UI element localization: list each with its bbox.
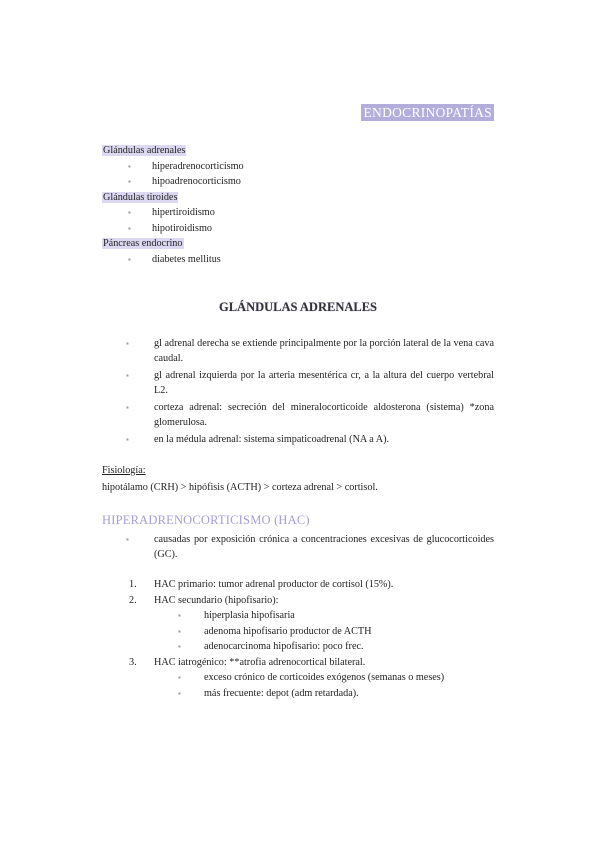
document-title: ENDOCRINOPATÍAS — [363, 105, 492, 120]
item-number: 3. — [129, 656, 137, 668]
list-item — [126, 400, 494, 430]
adrenal-bullet-list — [126, 336, 494, 449]
topic-item-text: hipoadrenocorticismo — [152, 176, 241, 187]
numbered-item-text: HAC primario: tumor adrenal productor de cortisol (15%). — [154, 579, 394, 590]
numbered-item-text: HAC iatrogénico: **atrofia adrenocortical bilateral. — [154, 656, 366, 668]
bullet-icon: ▪ — [128, 208, 131, 217]
hac-bullet-item — [126, 532, 494, 562]
item-number: 2. — [129, 594, 137, 606]
topic-heading — [102, 190, 502, 206]
topic-item-text: hiperadrenocorticismo — [152, 160, 244, 172]
list-item — [126, 432, 494, 447]
topic-index — [102, 143, 502, 267]
bullet-icon: ▪ — [128, 177, 131, 186]
bullet-icon: ▪ — [126, 535, 129, 544]
hac-numbered-list — [126, 577, 506, 701]
topic-heading-text: Glándulas adrenales — [103, 145, 186, 156]
sub-list-item — [126, 624, 506, 640]
topic-item-text: hipertiroidismo — [152, 207, 215, 218]
topic-heading — [102, 143, 502, 159]
topic-item — [102, 159, 502, 175]
topic-heading-text: Glándulas tiroides — [103, 191, 178, 203]
list-item — [126, 368, 494, 398]
bullet-icon: ▪ — [178, 673, 181, 682]
topic-heading-text: Páncreas endocrino — [103, 238, 183, 249]
adrenal-section-title: GLÁNDULAS ADRENALES — [218, 300, 378, 314]
topic-item — [102, 221, 502, 237]
topic-item-text: diabetes mellitus — [152, 253, 221, 265]
list-item — [126, 336, 494, 366]
hac-bullet-text: causadas por exposición crónica a concentraciones excesivas de glucocorticoides (GC). — [154, 534, 494, 560]
bullet-icon: ▪ — [178, 688, 181, 698]
numbered-item — [126, 593, 506, 609]
sub-list-item — [126, 608, 506, 624]
list-item-text: en la médula adrenal: sistema simpaticoadrenal (NA a A). — [154, 434, 390, 445]
topic-item-text: hipotiroidismo — [152, 222, 212, 234]
bullet-icon: ▪ — [178, 611, 181, 620]
topic-item — [102, 174, 502, 190]
bullet-icon: ▪ — [126, 403, 129, 412]
bullet-icon: ▪ — [126, 435, 129, 444]
sub-list-item — [126, 670, 506, 686]
topic-heading — [102, 236, 502, 252]
list-item-text: corteza adrenal: secreción del mineralocorticoide aldosterona (sistema) *zona glomerulosa. — [154, 402, 494, 428]
bullet-icon: ▪ — [178, 642, 181, 651]
sub-item-text: adenoma hipofisario productor de ACTH — [204, 625, 372, 637]
numbered-item-text: HAC secundario (hipofisario): — [154, 594, 279, 606]
physiology-text: hipotálamo (CRH) > hipófisis (ACTH) > corteza adrenal > cortisol. — [102, 482, 378, 493]
sub-list-item — [126, 686, 506, 702]
sub-item-text: exceso crónico de corticoides exógenos (semanas o meses) — [204, 672, 445, 683]
topic-item — [102, 252, 502, 268]
numbered-item — [126, 577, 506, 593]
sub-item-text: hiperplasia hipofisaria — [204, 610, 295, 621]
bullet-icon: ▪ — [126, 371, 129, 380]
bullet-icon: ▪ — [128, 161, 131, 171]
list-item-text: gl adrenal izquierda por la arteria mesentérica cr, a la altura del cuerpo vertebral L2. — [154, 370, 494, 396]
bullet-icon: ▪ — [128, 223, 131, 233]
topic-item — [102, 205, 502, 221]
bullet-icon: ▪ — [126, 339, 129, 348]
sub-list-item — [126, 639, 506, 655]
bullet-icon: ▪ — [128, 254, 131, 264]
list-item-text: gl adrenal derecha se extiende principalmente por la porción lateral de la vena cava caudal. — [154, 338, 494, 364]
physiology-label: Fisiología: — [102, 465, 146, 476]
hac-section-title: HIPERADRENOCORTICISMO (HAC) — [102, 513, 310, 527]
sub-item-text: adenocarcinoma hipofisario: poco frec. — [204, 641, 364, 652]
numbered-item — [126, 655, 506, 671]
item-number: 1. — [129, 579, 137, 590]
sub-item-text: más frecuente: depot (adm retardada). — [204, 687, 359, 699]
title-wrapper — [361, 104, 494, 121]
bullet-icon: ▪ — [178, 626, 181, 636]
